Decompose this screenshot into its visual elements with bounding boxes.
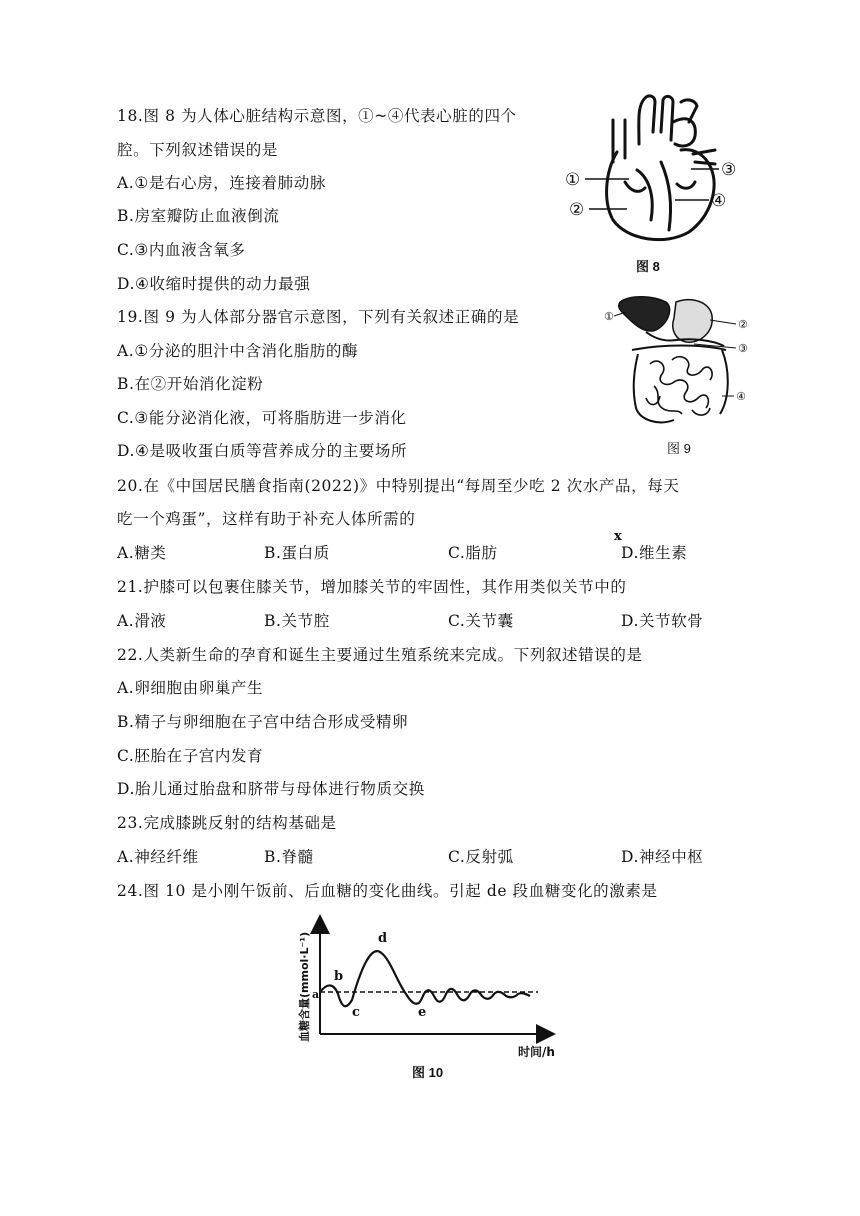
q20-stem-line1: 20.在《中国居民膳食指南(2022)》中特别提出“每周至少吃 2 次水产品，每天 [117, 477, 680, 495]
q23-option-d: D.神经中枢 [621, 848, 704, 866]
q23-option-b: B.脊髓 [264, 848, 314, 866]
organ-label-2: ② [738, 318, 748, 331]
q18-option-b: B.房室瓣防止血液倒流 [117, 207, 280, 225]
q20-stem-line2: 吃一个鸡蛋”，这样有助于补充人体所需的 [117, 510, 416, 528]
heart-label-1: ① [565, 170, 581, 190]
x-axis-label: 时间/h [518, 1045, 555, 1059]
point-label-b: b [334, 969, 344, 984]
heart-label-4: ④ [711, 191, 727, 211]
q18-stem-line2: 腔。下列叙述错误的是 [117, 141, 279, 159]
q21-option-b: B.关节腔 [264, 612, 330, 630]
q19-option-c: C.③能分泌消化液，可将脂肪进一步消化 [117, 409, 407, 427]
q20-stray-mark: x [614, 529, 623, 544]
organ-label-4: ④ [736, 390, 746, 403]
figure-9-caption: 图 9 [667, 441, 691, 456]
figure-10-caption: 图 10 [412, 1065, 444, 1080]
q19-option-b: B.在②开始消化淀粉 [117, 375, 264, 393]
q21-option-d: D.关节软骨 [621, 612, 704, 630]
q22-option-a: A.卵细胞由卵巢产生 [117, 679, 264, 697]
q23-stem: 23.完成膝跳反射的结构基础是 [117, 814, 337, 832]
glucose-curve [320, 951, 530, 1006]
q21-stem: 21.护膝可以包裹住膝关节，增加膝关节的牢固性，其作用类似关节中的 [117, 578, 627, 596]
point-label-e: e [418, 1005, 427, 1020]
q22-stem: 22.人类新生命的孕育和诞生主要通过生殖系统来完成。下列叙述错误的是 [117, 646, 643, 664]
y-axis-label: 血糖含量(mmol·L⁻¹) [298, 931, 311, 1042]
q24-stem: 24.图 10 是小刚午饭前、后血糖的变化曲线。引起 de 段血糖变化的激素是 [117, 882, 658, 900]
q22-option-d: D.胎儿通过胎盘和脐带与母体进行物质交换 [117, 780, 425, 798]
q22-option-c: C.胚胎在子宫内发育 [117, 747, 264, 765]
organ-label-3: ③ [738, 342, 748, 355]
q23-option-c: C.反射弧 [448, 848, 514, 866]
figure-8-caption: 图 8 [636, 259, 660, 274]
q18-option-d: D.④收缩时提供的动力最强 [117, 275, 311, 293]
blood-glucose-chart [290, 912, 570, 1062]
q23-option-a: A.神经纤维 [117, 848, 199, 866]
point-label-a: a [312, 988, 320, 1001]
q21-option-c: C.关节囊 [448, 612, 514, 630]
organ-label-1: ① [604, 310, 614, 323]
point-label-c: c [352, 1005, 360, 1020]
digestive-system-diagram [602, 290, 752, 440]
q22-option-b: B.精子与卵细胞在子宫中结合形成受精卵 [117, 713, 409, 731]
heart-label-2: ② [569, 200, 585, 220]
q20-option-c: C.脂肪 [448, 544, 498, 562]
point-label-d: d [378, 931, 388, 946]
q21-option-a: A.滑液 [117, 612, 167, 630]
q18-stem-line1: 18.图 8 为人体心脏结构示意图，①~④代表心脏的四个 [117, 107, 517, 125]
q20-option-a: A.糖类 [117, 544, 167, 562]
q19-option-a: A.①分泌的胆汁中含消化脂肪的酶 [117, 342, 359, 360]
q19-stem: 19.图 9 为人体部分器官示意图，下列有关叙述正确的是 [117, 308, 520, 326]
q19-option-d: D.④是吸收蛋白质等营养成分的主要场所 [117, 442, 408, 460]
q18-option-a: A.①是右心房，连接着肺动脉 [117, 174, 326, 192]
q20-option-d: D.维生素 [621, 544, 688, 562]
q20-option-b: B.蛋白质 [264, 544, 330, 562]
heart-label-3: ③ [721, 160, 737, 180]
heart-diagram [565, 92, 745, 252]
q18-option-c: C.③内血液含氧多 [117, 241, 246, 259]
